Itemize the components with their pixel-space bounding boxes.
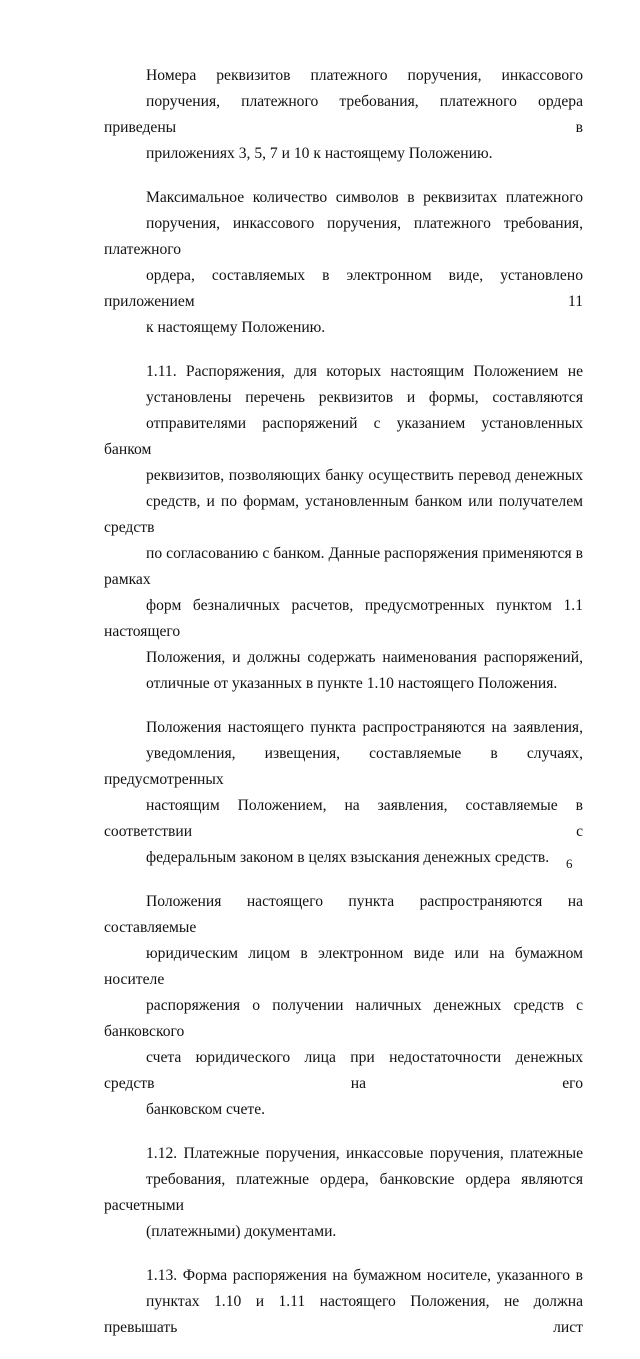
paragraph [104, 1263, 583, 1341]
text-line: по согласованию с банком. Данные распоряжения применяются в рамках [104, 545, 583, 588]
page-number: 6 [566, 856, 573, 871]
document-body [104, 63, 583, 1359]
text-line: пунктах 1.10 и 1.11 настоящего Положения, не должна превышать лист [104, 1293, 583, 1336]
paragraph [104, 889, 583, 1123]
text-line: отличные от указанных в пункте 1.10 настоящего Положения. [146, 675, 558, 692]
text-line: поручения, инкассового поручения, платежного требования, платежного [104, 215, 583, 258]
text-line: уведомления, извещения, составляемые в случаях, предусмотренных [104, 745, 583, 788]
text-line: счета юридического лица при недостаточности денежных средств на его [104, 1049, 583, 1092]
text-line: Номера реквизитов платежного поручения, инкассового [146, 67, 583, 84]
text-line: отправителями распоряжений с указанием установленных банком [104, 415, 583, 458]
text-line: распоряжения о получении наличных денежных средств с банковского [104, 997, 583, 1040]
text-line: 1.11. Распоряжения, для которых настоящим Положением не [146, 363, 583, 380]
text-line: приложениях 3, 5, 7 и 10 к настоящему Положению. [146, 145, 493, 162]
text-line: реквизитов, позволяющих банку осуществить перевод денежных [146, 467, 583, 484]
text-line: требования, платежные ордера, банковские ордера являются расчетными [104, 1171, 583, 1214]
text-line: настоящим Положением, на заявления, составляемые в соответствии с [104, 797, 583, 840]
paragraph [104, 63, 583, 167]
text-line: (платежными) документами. [146, 1223, 337, 1240]
text-line: Положения настоящего пункта распространяются на заявления, [146, 719, 583, 736]
text-line: установлены перечень реквизитов и формы, составляются [146, 389, 583, 406]
text-line: федеральным законом в целях взыскания денежных средств. [146, 849, 550, 866]
text-line: юридическим лицом в электронном виде или на бумажном носителе [104, 945, 583, 988]
text-line: ордера, составляемых в электронном виде, установлено приложением 11 [104, 267, 583, 310]
text-line: средств, и по формам, установленным банком или получателем средств [104, 493, 583, 536]
text-line: 1.12. Платежные поручения, инкассовые поручения, платежные [146, 1145, 583, 1162]
paragraph [104, 185, 583, 341]
text-line: Положения настоящего пункта распространяются на составляемые [104, 893, 583, 936]
text-line: 1.13. Форма распоряжения на бумажном носителе, указанного в [146, 1267, 583, 1284]
text-line: к настоящему Положению. [146, 319, 326, 336]
text-line: форм безналичных расчетов, предусмотренных пунктом 1.1 настоящего [104, 597, 583, 640]
text-line: поручения, платежного требования, платежного ордера приведены в [104, 93, 583, 136]
text-line: Положения, и должны содержать наименования распоряжений, [146, 649, 583, 666]
paragraph [104, 715, 583, 871]
paragraph [104, 1141, 583, 1245]
text-line: банковском счете. [146, 1101, 266, 1118]
paragraph [104, 359, 583, 697]
text-line: Максимальное количество символов в реквизитах платежного [146, 189, 583, 206]
